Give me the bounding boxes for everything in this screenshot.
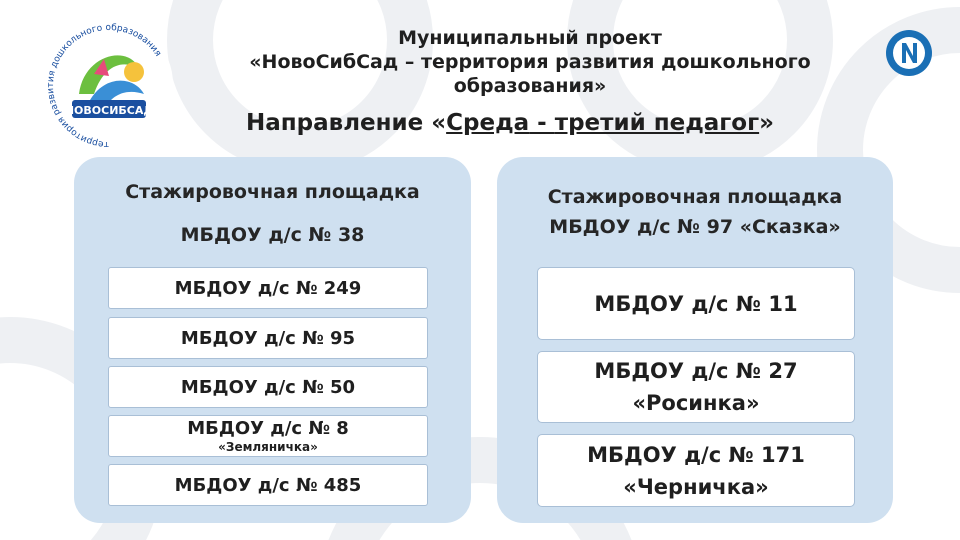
left-panel-title-1: Стажировочная площадка — [125, 181, 420, 203]
brand-n-icon — [884, 28, 934, 78]
left-item-label: МБДОУ д/с № 50 — [180, 376, 356, 398]
direction-separator: - — [529, 110, 555, 136]
right-item-sub: «Черничка» — [623, 474, 769, 499]
right-panel-title-2: МБДОУ д/с № 97 «Сказка» — [549, 216, 841, 238]
right-item-27[interactable] — [537, 351, 855, 423]
left-item-label: МБДОУ д/с № 95 — [180, 327, 356, 349]
left-panel-title-2: МБДОУ д/с № 38 — [180, 224, 365, 246]
direction-title — [180, 110, 840, 136]
header-line-2: «НовоСибСад – территория развития дошкольного — [249, 51, 811, 73]
header-line-1: Муниципальный проект — [398, 27, 662, 49]
right-item-label: МБДОУ д/с № 11 — [594, 291, 798, 316]
right-panel — [497, 157, 893, 523]
svg-text:НОВОСИБСАД: НОВОСИБСАД — [64, 104, 154, 117]
novosibsad-logo — [34, 14, 184, 154]
direction-suffix: » — [759, 110, 774, 136]
left-item-8[interactable] — [108, 415, 428, 457]
right-panel-title-1: Стажировочная площадка — [547, 186, 843, 208]
right-item-11[interactable] — [537, 267, 855, 340]
left-item-sub: «Земляничка» — [218, 440, 318, 454]
project-header — [200, 26, 860, 98]
right-item-171[interactable] — [537, 434, 855, 507]
left-item-label: МБДОУ д/с № 249 — [174, 277, 362, 299]
left-panel — [74, 157, 471, 523]
right-item-label: МБДОУ д/с № 27 — [594, 359, 798, 383]
direction-part-1: Среда — [446, 110, 530, 136]
left-item-485[interactable] — [108, 464, 428, 506]
right-item-sub: «Росинка» — [632, 391, 760, 415]
left-item-50[interactable] — [108, 366, 428, 408]
left-item-95[interactable] — [108, 317, 428, 359]
header-line-3: образования» — [453, 75, 607, 97]
left-item-label: МБДОУ д/с № 8 — [187, 418, 349, 439]
direction-part-2: третий педагог — [554, 110, 760, 136]
right-item-label: МБДОУ д/с № 171 — [587, 442, 805, 467]
left-item-249[interactable] — [108, 267, 428, 309]
left-item-label: МБДОУ д/с № 485 — [174, 474, 362, 496]
direction-prefix: Направление « — [246, 110, 447, 136]
svg-text:территория развития дошкольног: территория развития дошкольного образования — [46, 22, 163, 150]
